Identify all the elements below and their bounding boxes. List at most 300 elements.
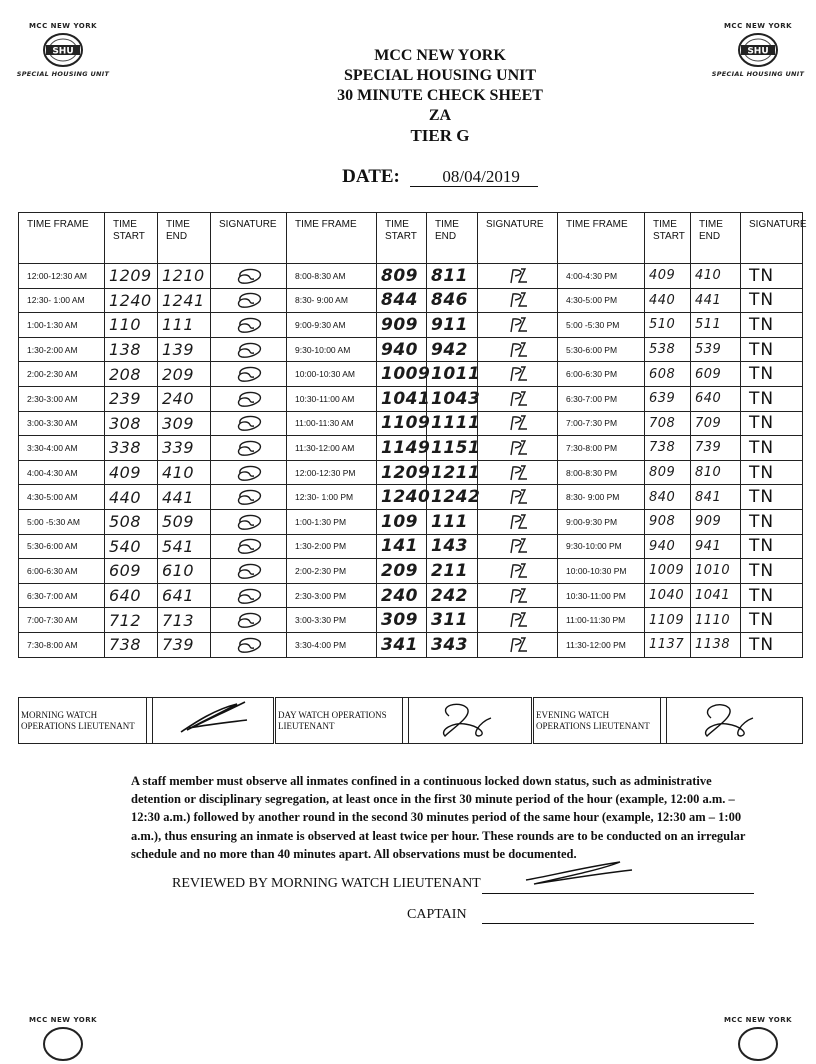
evening-time-end: 709 <box>691 411 741 436</box>
evening-time-start: 538 <box>645 337 691 362</box>
evening-initials: TN <box>749 388 775 409</box>
day-time-end: 1242 <box>427 485 478 510</box>
evening-initials: TN <box>749 511 775 532</box>
svg-text:SHU: SHU <box>52 46 74 57</box>
day-time-frame: 8:00-8:30 AM <box>287 264 377 289</box>
evening-time-end: 410 <box>691 264 741 289</box>
evening-time-frame: 4:30-5:00 PM <box>558 288 645 313</box>
morning-signature <box>211 411 287 436</box>
morning-time-frame: 1:00-1:30 AM <box>19 313 105 338</box>
day-signature <box>478 436 558 461</box>
morning-time-frame: 12:30- 1:00 AM <box>19 288 105 313</box>
evening-time-end: 941 <box>691 534 741 559</box>
evening-signature <box>741 337 803 362</box>
day-time-frame: 10:30-11:00 AM <box>287 386 377 411</box>
morning-signature <box>211 362 287 387</box>
signature-scrawl-icon <box>153 698 263 738</box>
day-time-end: 311 <box>427 608 478 633</box>
shu-badge-icon <box>737 1026 779 1062</box>
table-row <box>19 362 803 387</box>
table-row <box>19 411 803 436</box>
morning-time-start: 138 <box>105 337 158 362</box>
morning-time-end: 541 <box>158 534 211 559</box>
evening-lieutenant-signature <box>667 698 803 744</box>
evening-time-end: 1138 <box>691 632 741 657</box>
morning-time-start: 110 <box>105 313 158 338</box>
header-facility: MCC NEW YORK <box>374 47 506 64</box>
initials-scrawl-icon <box>232 266 266 286</box>
morning-lieutenant-signature <box>153 698 275 744</box>
evening-time-start: 639 <box>645 386 691 411</box>
evening-time-end: 1041 <box>691 583 741 608</box>
day-time-frame: 3:00-3:30 PM <box>287 608 377 633</box>
initials-scrawl-icon <box>501 561 535 581</box>
evening-time-start: 809 <box>645 460 691 485</box>
table-row <box>19 313 803 338</box>
header-sheet-title: 30 MINUTE CHECK SHEET <box>337 87 543 104</box>
evening-time-frame: 6:30-7:00 PM <box>558 386 645 411</box>
initials-scrawl-icon <box>501 463 535 483</box>
table-row <box>19 509 803 534</box>
day-time-end: 242 <box>427 583 478 608</box>
morning-time-end: 713 <box>158 608 211 633</box>
evening-time-start: 440 <box>645 288 691 313</box>
morning-time-end: 441 <box>158 485 211 510</box>
table-row <box>19 534 803 559</box>
morning-lieutenant-label: MORNING WATCH OPERATIONS LIEUTENANT <box>19 698 147 744</box>
day-time-end: 1111 <box>427 411 478 436</box>
logo-top-right <box>703 22 813 78</box>
evening-signature <box>741 460 803 485</box>
day-time-end: 942 <box>427 337 478 362</box>
day-time-start: 1109 <box>377 411 427 436</box>
table-row <box>19 386 803 411</box>
day-signature <box>478 559 558 584</box>
morning-time-start: 1240 <box>105 288 158 313</box>
day-signature <box>478 534 558 559</box>
date-row <box>250 166 630 188</box>
initials-scrawl-icon <box>501 512 535 532</box>
column-header: TIME END <box>427 213 478 264</box>
day-signature <box>478 264 558 289</box>
morning-time-end: 240 <box>158 386 211 411</box>
evening-signature <box>741 608 803 633</box>
day-signature <box>478 509 558 534</box>
day-lieutenant-signature <box>409 698 533 744</box>
evening-initials: TN <box>749 536 775 557</box>
initials-scrawl-icon <box>501 364 535 384</box>
day-time-end: 1011 <box>427 362 478 387</box>
evening-initials: TN <box>749 585 775 606</box>
evening-time-frame: 4:00-4:30 PM <box>558 264 645 289</box>
day-time-start: 940 <box>377 337 427 362</box>
evening-time-start: 409 <box>645 264 691 289</box>
table-row <box>19 460 803 485</box>
evening-signature <box>741 559 803 584</box>
morning-time-start: 440 <box>105 485 158 510</box>
evening-time-start: 1009 <box>645 559 691 584</box>
day-time-start: 341 <box>377 632 427 657</box>
evening-time-end: 640 <box>691 386 741 411</box>
day-time-start: 809 <box>377 264 427 289</box>
logo-brand: MCC NEW YORK <box>28 22 98 30</box>
day-time-frame: 3:30-4:00 PM <box>287 632 377 657</box>
day-time-frame: 9:30-10:00 AM <box>287 337 377 362</box>
evening-initials: TN <box>749 560 775 581</box>
evening-initials: TN <box>749 265 775 286</box>
table-header-row <box>19 213 803 264</box>
column-header: SIGNATURE <box>741 213 803 264</box>
initials-scrawl-icon <box>232 340 266 360</box>
morning-time-start: 409 <box>105 460 158 485</box>
evening-time-frame: 9:30-10:00 PM <box>558 534 645 559</box>
day-time-frame: 12:30- 1:00 PM <box>287 485 377 510</box>
evening-time-start: 1137 <box>645 632 691 657</box>
initials-scrawl-icon <box>232 610 266 630</box>
initials-scrawl-icon <box>232 290 266 310</box>
day-time-start: 1149 <box>377 436 427 461</box>
day-signature <box>478 288 558 313</box>
evening-time-start: 708 <box>645 411 691 436</box>
initials-scrawl-icon <box>232 389 266 409</box>
morning-time-end: 111 <box>158 313 211 338</box>
day-time-end: 811 <box>427 264 478 289</box>
evening-signature <box>741 583 803 608</box>
day-time-end: 911 <box>427 313 478 338</box>
morning-time-start: 239 <box>105 386 158 411</box>
morning-signature <box>211 386 287 411</box>
evening-initials: TN <box>749 314 775 335</box>
reviewed-by-signature-line <box>482 893 754 894</box>
evening-signature <box>741 288 803 313</box>
morning-time-start: 338 <box>105 436 158 461</box>
evening-initials: TN <box>749 462 775 483</box>
shu-badge-icon <box>42 1026 84 1062</box>
check-sheet-table <box>18 212 807 658</box>
logo-top-left <box>8 22 118 78</box>
day-time-frame: 2:30-3:00 PM <box>287 583 377 608</box>
initials-scrawl-icon <box>501 536 535 556</box>
evening-signature <box>741 362 803 387</box>
initials-scrawl-icon <box>501 315 535 335</box>
morning-time-end: 309 <box>158 411 211 436</box>
morning-signature <box>211 608 287 633</box>
day-time-end: 1043 <box>427 386 478 411</box>
day-time-frame: 2:00-2:30 PM <box>287 559 377 584</box>
column-header: TIME FRAME <box>19 213 105 264</box>
column-header: SIGNATURE <box>478 213 558 264</box>
morning-time-frame: 2:00-2:30 AM <box>19 362 105 387</box>
column-header: TIME FRAME <box>287 213 377 264</box>
day-time-frame: 11:00-11:30 AM <box>287 411 377 436</box>
initials-scrawl-icon <box>501 487 535 507</box>
evening-signature <box>741 534 803 559</box>
initials-scrawl-icon <box>232 487 266 507</box>
day-signature <box>478 583 558 608</box>
column-header: TIME END <box>691 213 741 264</box>
evening-time-start: 510 <box>645 313 691 338</box>
day-signature <box>478 608 558 633</box>
morning-time-end: 610 <box>158 559 211 584</box>
morning-time-frame: 3:30-4:00 AM <box>19 436 105 461</box>
morning-time-end: 641 <box>158 583 211 608</box>
day-time-start: 1209 <box>377 460 427 485</box>
initials-scrawl-icon <box>501 266 535 286</box>
morning-time-start: 508 <box>105 509 158 534</box>
evening-time-end: 739 <box>691 436 741 461</box>
initials-scrawl-icon <box>232 635 266 655</box>
evening-initials: TN <box>749 413 775 434</box>
initials-scrawl-icon <box>501 610 535 630</box>
morning-signature <box>211 559 287 584</box>
day-time-start: 1041 <box>377 386 427 411</box>
evening-initials: TN <box>749 487 775 508</box>
day-time-start: 141 <box>377 534 427 559</box>
shu-badge-icon <box>42 32 84 68</box>
captain-initials-scrawl-icon <box>520 858 640 888</box>
evening-time-frame: 11:30-12:00 PM <box>558 632 645 657</box>
day-signature <box>478 632 558 657</box>
logo-caption: SPECIAL HOUSING UNIT <box>711 70 805 78</box>
day-time-end: 211 <box>427 559 478 584</box>
morning-time-frame: 7:30-8:00 AM <box>19 632 105 657</box>
day-time-end: 343 <box>427 632 478 657</box>
evening-time-end: 441 <box>691 288 741 313</box>
morning-time-end: 1210 <box>158 264 211 289</box>
morning-time-frame: 1:30-2:00 AM <box>19 337 105 362</box>
day-time-start: 1009 <box>377 362 427 387</box>
initials-scrawl-icon <box>501 389 535 409</box>
lieutenant-row <box>19 698 803 744</box>
morning-time-end: 739 <box>158 632 211 657</box>
morning-time-frame: 4:00-4:30 AM <box>19 460 105 485</box>
morning-time-start: 609 <box>105 559 158 584</box>
initials-scrawl-icon <box>501 635 535 655</box>
day-time-end: 1151 <box>427 436 478 461</box>
evening-signature <box>741 411 803 436</box>
morning-signature <box>211 534 287 559</box>
evening-time-end: 511 <box>691 313 741 338</box>
initials-scrawl-icon <box>232 512 266 532</box>
evening-signature <box>741 386 803 411</box>
evening-initials: TN <box>749 610 775 631</box>
table-row <box>19 288 803 313</box>
day-signature <box>478 337 558 362</box>
morning-time-start: 308 <box>105 411 158 436</box>
morning-signature <box>211 485 287 510</box>
captain-label: CAPTAIN <box>407 907 467 922</box>
evening-signature <box>741 509 803 534</box>
day-time-frame: 12:00-12:30 PM <box>287 460 377 485</box>
header-unit: SPECIAL HOUSING UNIT <box>343 67 537 84</box>
morning-time-start: 738 <box>105 632 158 657</box>
day-time-start: 240 <box>377 583 427 608</box>
initials-scrawl-icon <box>232 463 266 483</box>
day-time-end: 143 <box>427 534 478 559</box>
day-time-start: 909 <box>377 313 427 338</box>
evening-time-start: 1109 <box>645 608 691 633</box>
day-lieutenant-label: DAY WATCH OPERATIONS LIEUTENANT <box>275 698 403 744</box>
day-time-end: 111 <box>427 509 478 534</box>
evening-signature <box>741 264 803 289</box>
column-header: TIME START <box>105 213 158 264</box>
morning-time-start: 1209 <box>105 264 158 289</box>
shu-badge-icon <box>737 32 779 68</box>
sheet-header <box>250 46 630 146</box>
logo-brand: MCC NEW YORK <box>28 1016 98 1024</box>
column-header: TIME END <box>158 213 211 264</box>
evening-time-start: 1040 <box>645 583 691 608</box>
logo-bottom-left <box>8 1016 118 1064</box>
day-time-frame: 9:00-9:30 AM <box>287 313 377 338</box>
morning-signature <box>211 509 287 534</box>
evening-time-start: 908 <box>645 509 691 534</box>
evening-initials: TN <box>749 364 775 385</box>
morning-time-frame: 12:00-12:30 AM <box>19 264 105 289</box>
column-header: SIGNATURE <box>211 213 287 264</box>
evening-time-end: 841 <box>691 485 741 510</box>
morning-time-frame: 3:00-3:30 AM <box>19 411 105 436</box>
day-signature <box>478 485 558 510</box>
reviewed-by-label: REVIEWED BY MORNING WATCH LIEUTENANT <box>172 876 481 891</box>
evening-time-frame: 6:00-6:30 PM <box>558 362 645 387</box>
column-header: TIME FRAME <box>558 213 645 264</box>
morning-signature <box>211 583 287 608</box>
evening-time-end: 1010 <box>691 559 741 584</box>
evening-time-end: 1110 <box>691 608 741 633</box>
initials-scrawl-icon <box>232 536 266 556</box>
morning-time-end: 1241 <box>158 288 211 313</box>
evening-time-frame: 9:00-9:30 PM <box>558 509 645 534</box>
day-time-frame: 11:30-12:00 AM <box>287 436 377 461</box>
morning-signature <box>211 436 287 461</box>
initials-scrawl-icon <box>232 364 266 384</box>
table-row <box>19 608 803 633</box>
day-signature <box>478 386 558 411</box>
evening-signature <box>741 436 803 461</box>
table-row <box>19 632 803 657</box>
signature-scrawl-icon <box>667 698 777 738</box>
evening-time-end: 609 <box>691 362 741 387</box>
evening-initials: TN <box>749 634 775 655</box>
day-time-end: 846 <box>427 288 478 313</box>
header-tier: TIER G <box>410 126 470 145</box>
evening-time-frame: 8:00-8:30 PM <box>558 460 645 485</box>
evening-signature <box>741 313 803 338</box>
morning-time-end: 509 <box>158 509 211 534</box>
morning-signature <box>211 288 287 313</box>
evening-time-frame: 5:00 -5:30 PM <box>558 313 645 338</box>
evening-time-frame: 5:30-6:00 PM <box>558 337 645 362</box>
day-time-frame: 1:30-2:00 PM <box>287 534 377 559</box>
day-time-end: 1211 <box>427 460 478 485</box>
evening-time-start: 940 <box>645 534 691 559</box>
morning-signature <box>211 264 287 289</box>
evening-time-start: 738 <box>645 436 691 461</box>
day-time-start: 209 <box>377 559 427 584</box>
morning-signature <box>211 313 287 338</box>
table-row <box>19 559 803 584</box>
morning-signature <box>211 632 287 657</box>
initials-scrawl-icon <box>501 290 535 310</box>
day-time-frame: 10:00-10:30 AM <box>287 362 377 387</box>
table-row <box>19 337 803 362</box>
day-signature <box>478 411 558 436</box>
logo-bottom-right <box>703 1016 813 1064</box>
morning-time-start: 540 <box>105 534 158 559</box>
evening-time-start: 608 <box>645 362 691 387</box>
evening-lieutenant-label: EVENING WATCH OPERATIONS LIEUTENANT <box>533 698 661 744</box>
evening-initials: TN <box>749 339 775 360</box>
morning-time-frame: 5:00 -5:30 AM <box>19 509 105 534</box>
morning-time-frame: 2:30-3:00 AM <box>19 386 105 411</box>
morning-time-frame: 6:30-7:00 AM <box>19 583 105 608</box>
initials-scrawl-icon <box>501 438 535 458</box>
column-header: TIME START <box>377 213 427 264</box>
evening-time-frame: 7:30-8:00 PM <box>558 436 645 461</box>
morning-time-start: 640 <box>105 583 158 608</box>
captain-signature-line <box>482 923 754 924</box>
morning-time-frame: 6:00-6:30 AM <box>19 559 105 584</box>
initials-scrawl-icon <box>232 586 266 606</box>
morning-time-end: 339 <box>158 436 211 461</box>
lieutenant-signoff-table <box>18 697 803 744</box>
morning-time-end: 139 <box>158 337 211 362</box>
day-time-start: 844 <box>377 288 427 313</box>
table-body <box>19 264 803 658</box>
day-time-start: 1240 <box>377 485 427 510</box>
evening-time-frame: 10:00-10:30 PM <box>558 559 645 584</box>
morning-signature <box>211 337 287 362</box>
morning-time-end: 410 <box>158 460 211 485</box>
evening-signature <box>741 632 803 657</box>
table-row <box>19 583 803 608</box>
logo-brand: MCC NEW YORK <box>723 1016 793 1024</box>
evening-time-frame: 7:00-7:30 PM <box>558 411 645 436</box>
day-time-frame: 8:30- 9:00 AM <box>287 288 377 313</box>
initials-scrawl-icon <box>232 315 266 335</box>
evening-signature <box>741 485 803 510</box>
morning-time-end: 209 <box>158 362 211 387</box>
day-time-start: 309 <box>377 608 427 633</box>
svg-text:SHU: SHU <box>747 46 769 57</box>
day-signature <box>478 460 558 485</box>
evening-time-frame: 11:00-11:30 PM <box>558 608 645 633</box>
initials-scrawl-icon <box>501 586 535 606</box>
initials-scrawl-icon <box>232 438 266 458</box>
evening-initials: TN <box>749 290 775 311</box>
date-value: 08/04/2019 <box>410 168 537 187</box>
table-row <box>19 485 803 510</box>
date-label: DATE: <box>342 166 400 187</box>
morning-time-frame: 4:30-5:00 AM <box>19 485 105 510</box>
column-header: TIME START <box>645 213 691 264</box>
initials-scrawl-icon <box>232 561 266 581</box>
evening-initials: TN <box>749 437 775 458</box>
initials-scrawl-icon <box>232 413 266 433</box>
signature-scrawl-icon <box>409 698 519 738</box>
logo-brand: MCC NEW YORK <box>723 22 793 30</box>
logo-caption: SPECIAL HOUSING UNIT <box>16 70 110 78</box>
morning-time-frame: 5:30-6:00 AM <box>19 534 105 559</box>
morning-time-start: 208 <box>105 362 158 387</box>
evening-time-frame: 8:30- 9:00 PM <box>558 485 645 510</box>
day-signature <box>478 362 558 387</box>
evening-time-frame: 10:30-11:00 PM <box>558 583 645 608</box>
morning-time-start: 712 <box>105 608 158 633</box>
day-time-frame: 1:00-1:30 PM <box>287 509 377 534</box>
day-signature <box>478 313 558 338</box>
